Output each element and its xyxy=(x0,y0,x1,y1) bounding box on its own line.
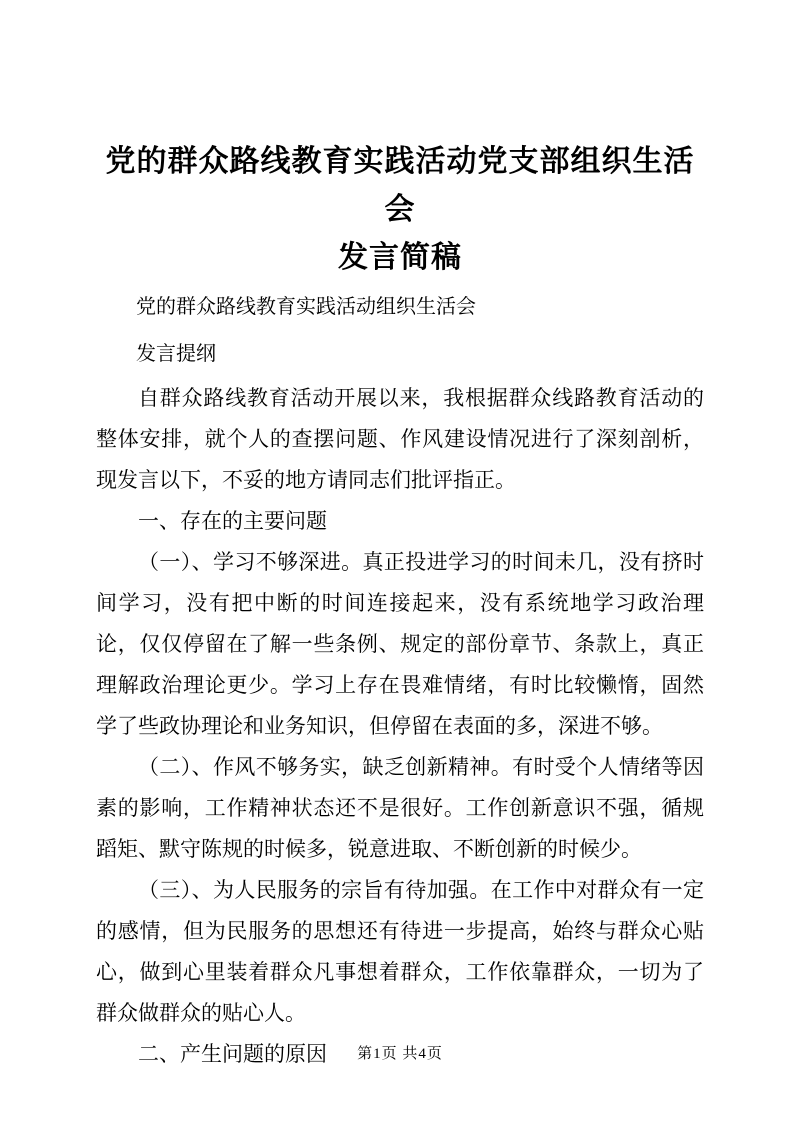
title-line-2: 发言简稿 xyxy=(338,241,462,274)
paragraph: （三）、为人民服务的宗旨有待加强。在工作中对群众有一定的感情，但为民服务的思想还有待进一步提高，始终与群众心贴心，做到心里装着群众凡事想着群众，工作依靠群众，一切为了群众做群众的贴心人。 xyxy=(96,878,704,1025)
title-line-1: 党的群众路线教育实践活动党支部组织生活会 xyxy=(105,145,695,226)
document-title xyxy=(96,138,704,282)
paragraph: 自群众路线教育活动开展以来，我根据群众线路教育活动的整体安排，就个人的查摆问题、作风建设情况进行了深刻剖析，现发言以下，不妥的地方请同志们批评指正。 xyxy=(96,386,704,492)
paragraph: 发言提纲 xyxy=(136,343,216,365)
page-number-text: 第1页 共4页 xyxy=(357,1046,443,1062)
page-footer xyxy=(0,1042,800,1063)
paragraph: （一）、学习不够深进。真正投进学习的时间未几，没有挤时间学习，没有把中断的时间连接起来，没有系统地学习政治理论，仅仅停留在了解一些条例、规定的部份章节、条款上，真正理解政治理论更少。学习上存在畏难情绪，有时比较懒惰，固然学了些政协理论和业务知识，但停留在表面的多，深进不够。 xyxy=(96,550,704,738)
paragraph: （二）、作风不够务实，缺乏创新精神。有时受个人情绪等因素的影响，工作精神状态还不是很好。工作创新意识不强，循规蹈矩、默守陈规的时候多，锐意进取、不断创新的时候少。 xyxy=(96,755,704,861)
paragraph: 党的群众路线教育实践活动组织生活会 xyxy=(136,296,476,318)
paragraph: 一、存在的主要问题 xyxy=(138,509,327,533)
paragraph: 二、产生问题的原因 xyxy=(138,1042,327,1066)
document-body xyxy=(96,284,704,1075)
